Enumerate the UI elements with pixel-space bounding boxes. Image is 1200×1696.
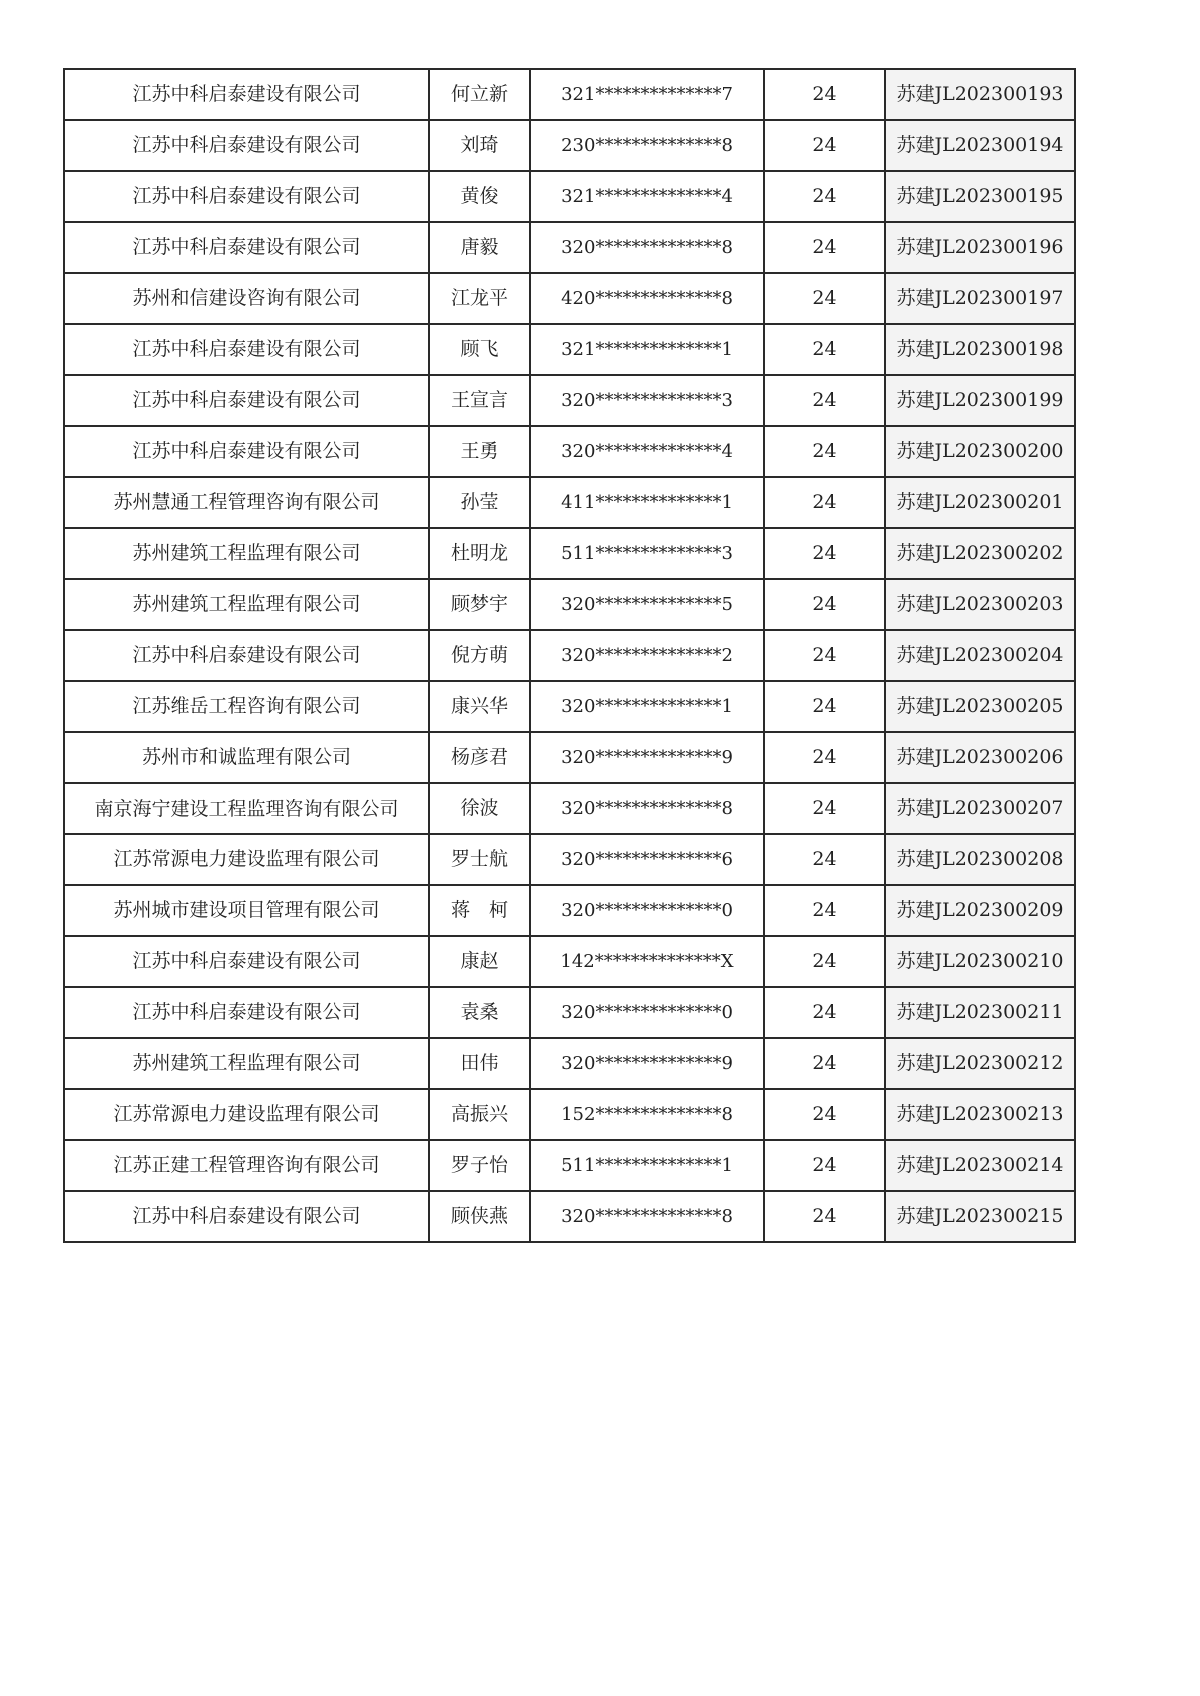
hours-cell: 24	[764, 732, 885, 783]
trainee-roster-table	[63, 68, 1076, 1243]
id-number-cell: 320**************0	[530, 987, 764, 1038]
hours-cell: 24	[764, 171, 885, 222]
company-cell: 江苏中科启泰建设有限公司	[64, 936, 429, 987]
certificate-number-cell: 苏建JL202300200	[885, 426, 1075, 477]
id-number-cell: 320**************5	[530, 579, 764, 630]
certificate-number-cell: 苏建JL202300195	[885, 171, 1075, 222]
table-row	[64, 426, 1075, 477]
table-row	[64, 834, 1075, 885]
certificate-number-cell: 苏建JL202300214	[885, 1140, 1075, 1191]
certificate-number-cell: 苏建JL202300193	[885, 69, 1075, 120]
certificate-number-cell: 苏建JL202300213	[885, 1089, 1075, 1140]
certificate-number-cell: 苏建JL202300199	[885, 375, 1075, 426]
certificate-number-cell: 苏建JL202300202	[885, 528, 1075, 579]
table-row	[64, 375, 1075, 426]
table-row	[64, 681, 1075, 732]
certificate-number-cell: 苏建JL202300198	[885, 324, 1075, 375]
hours-cell: 24	[764, 936, 885, 987]
hours-cell: 24	[764, 579, 885, 630]
hours-cell: 24	[764, 987, 885, 1038]
hours-cell: 24	[764, 528, 885, 579]
hours-cell: 24	[764, 1191, 885, 1242]
company-cell: 苏州建筑工程监理有限公司	[64, 1038, 429, 1089]
person-name-cell: 顾梦宇	[429, 579, 530, 630]
table-row	[64, 630, 1075, 681]
hours-cell: 24	[764, 630, 885, 681]
company-cell: 江苏中科启泰建设有限公司	[64, 324, 429, 375]
person-name-cell: 倪方萌	[429, 630, 530, 681]
id-number-cell: 320**************9	[530, 1038, 764, 1089]
table-row	[64, 987, 1075, 1038]
person-name-cell: 唐毅	[429, 222, 530, 273]
id-number-cell: 511**************3	[530, 528, 764, 579]
person-name-cell: 罗子怡	[429, 1140, 530, 1191]
person-name-cell: 蒋 柯	[429, 885, 530, 936]
hours-cell: 24	[764, 426, 885, 477]
hours-cell: 24	[764, 783, 885, 834]
hours-cell: 24	[764, 1038, 885, 1089]
table-row	[64, 936, 1075, 987]
certificate-number-cell: 苏建JL202300196	[885, 222, 1075, 273]
hours-cell: 24	[764, 69, 885, 120]
id-number-cell: 411**************1	[530, 477, 764, 528]
company-cell: 苏州建筑工程监理有限公司	[64, 528, 429, 579]
company-cell: 江苏中科启泰建设有限公司	[64, 426, 429, 477]
person-name-cell: 王宣言	[429, 375, 530, 426]
table-row	[64, 732, 1075, 783]
hours-cell: 24	[764, 681, 885, 732]
company-cell: 江苏正建工程管理咨询有限公司	[64, 1140, 429, 1191]
person-name-cell: 何立新	[429, 69, 530, 120]
certificate-number-cell: 苏建JL202300208	[885, 834, 1075, 885]
certificate-number-cell: 苏建JL202300203	[885, 579, 1075, 630]
person-name-cell: 康兴华	[429, 681, 530, 732]
certificate-number-cell: 苏建JL202300197	[885, 273, 1075, 324]
id-number-cell: 321**************4	[530, 171, 764, 222]
company-cell: 江苏中科启泰建设有限公司	[64, 69, 429, 120]
certificate-number-cell: 苏建JL202300209	[885, 885, 1075, 936]
person-name-cell: 杨彦君	[429, 732, 530, 783]
company-cell: 苏州城市建设项目管理有限公司	[64, 885, 429, 936]
certificate-number-cell: 苏建JL202300204	[885, 630, 1075, 681]
person-name-cell: 刘琦	[429, 120, 530, 171]
id-number-cell: 320**************1	[530, 681, 764, 732]
person-name-cell: 杜明龙	[429, 528, 530, 579]
id-number-cell: 320**************0	[530, 885, 764, 936]
id-number-cell: 320**************2	[530, 630, 764, 681]
company-cell: 苏州市和诚监理有限公司	[64, 732, 429, 783]
id-number-cell: 320**************4	[530, 426, 764, 477]
company-cell: 江苏中科启泰建设有限公司	[64, 120, 429, 171]
table-row	[64, 171, 1075, 222]
id-number-cell: 320**************9	[530, 732, 764, 783]
table-row	[64, 528, 1075, 579]
hours-cell: 24	[764, 222, 885, 273]
id-number-cell: 320**************3	[530, 375, 764, 426]
certificate-number-cell: 苏建JL202300207	[885, 783, 1075, 834]
company-cell: 苏州建筑工程监理有限公司	[64, 579, 429, 630]
certificate-number-cell: 苏建JL202300211	[885, 987, 1075, 1038]
table-row	[64, 1191, 1075, 1242]
hours-cell: 24	[764, 324, 885, 375]
person-name-cell: 徐波	[429, 783, 530, 834]
certificate-number-cell: 苏建JL202300212	[885, 1038, 1075, 1089]
table-row	[64, 783, 1075, 834]
table-row	[64, 1089, 1075, 1140]
id-number-cell: 321**************1	[530, 324, 764, 375]
person-name-cell: 江龙平	[429, 273, 530, 324]
company-cell: 江苏中科启泰建设有限公司	[64, 222, 429, 273]
id-number-cell: 320**************8	[530, 783, 764, 834]
table-row	[64, 120, 1075, 171]
person-name-cell: 康赵	[429, 936, 530, 987]
person-name-cell: 王勇	[429, 426, 530, 477]
company-cell: 江苏维岳工程咨询有限公司	[64, 681, 429, 732]
person-name-cell: 顾飞	[429, 324, 530, 375]
person-name-cell: 黄俊	[429, 171, 530, 222]
certificate-number-cell: 苏建JL202300206	[885, 732, 1075, 783]
company-cell: 江苏中科启泰建设有限公司	[64, 1191, 429, 1242]
table-row	[64, 69, 1075, 120]
id-number-cell: 320**************8	[530, 1191, 764, 1242]
hours-cell: 24	[764, 1089, 885, 1140]
table-row	[64, 222, 1075, 273]
hours-cell: 24	[764, 885, 885, 936]
company-cell: 苏州和信建设咨询有限公司	[64, 273, 429, 324]
id-number-cell: 321**************7	[530, 69, 764, 120]
company-cell: 苏州慧通工程管理咨询有限公司	[64, 477, 429, 528]
hours-cell: 24	[764, 834, 885, 885]
person-name-cell: 田伟	[429, 1038, 530, 1089]
table-row	[64, 1140, 1075, 1191]
id-number-cell: 320**************8	[530, 222, 764, 273]
id-number-cell: 511**************1	[530, 1140, 764, 1191]
roster-body	[64, 69, 1075, 1242]
table-row	[64, 885, 1075, 936]
id-number-cell: 142**************X	[530, 936, 764, 987]
person-name-cell: 高振兴	[429, 1089, 530, 1140]
hours-cell: 24	[764, 1140, 885, 1191]
certificate-number-cell: 苏建JL202300210	[885, 936, 1075, 987]
company-cell: 南京海宁建设工程监理咨询有限公司	[64, 783, 429, 834]
table-row	[64, 324, 1075, 375]
person-name-cell: 罗士航	[429, 834, 530, 885]
certificate-number-cell: 苏建JL202300194	[885, 120, 1075, 171]
table-row	[64, 1038, 1075, 1089]
company-cell: 江苏中科启泰建设有限公司	[64, 987, 429, 1038]
company-cell: 江苏常源电力建设监理有限公司	[64, 834, 429, 885]
certificate-number-cell: 苏建JL202300205	[885, 681, 1075, 732]
hours-cell: 24	[764, 273, 885, 324]
id-number-cell: 152**************8	[530, 1089, 764, 1140]
table-row	[64, 579, 1075, 630]
certificate-number-cell: 苏建JL202300215	[885, 1191, 1075, 1242]
person-name-cell: 袁桑	[429, 987, 530, 1038]
company-cell: 江苏中科启泰建设有限公司	[64, 375, 429, 426]
certificate-number-cell: 苏建JL202300201	[885, 477, 1075, 528]
id-number-cell: 230**************8	[530, 120, 764, 171]
id-number-cell: 320**************6	[530, 834, 764, 885]
table-row	[64, 273, 1075, 324]
hours-cell: 24	[764, 477, 885, 528]
hours-cell: 24	[764, 375, 885, 426]
id-number-cell: 420**************8	[530, 273, 764, 324]
company-cell: 江苏中科启泰建设有限公司	[64, 630, 429, 681]
hours-cell: 24	[764, 120, 885, 171]
table-row	[64, 477, 1075, 528]
person-name-cell: 顾侠燕	[429, 1191, 530, 1242]
company-cell: 江苏中科启泰建设有限公司	[64, 171, 429, 222]
company-cell: 江苏常源电力建设监理有限公司	[64, 1089, 429, 1140]
person-name-cell: 孙莹	[429, 477, 530, 528]
